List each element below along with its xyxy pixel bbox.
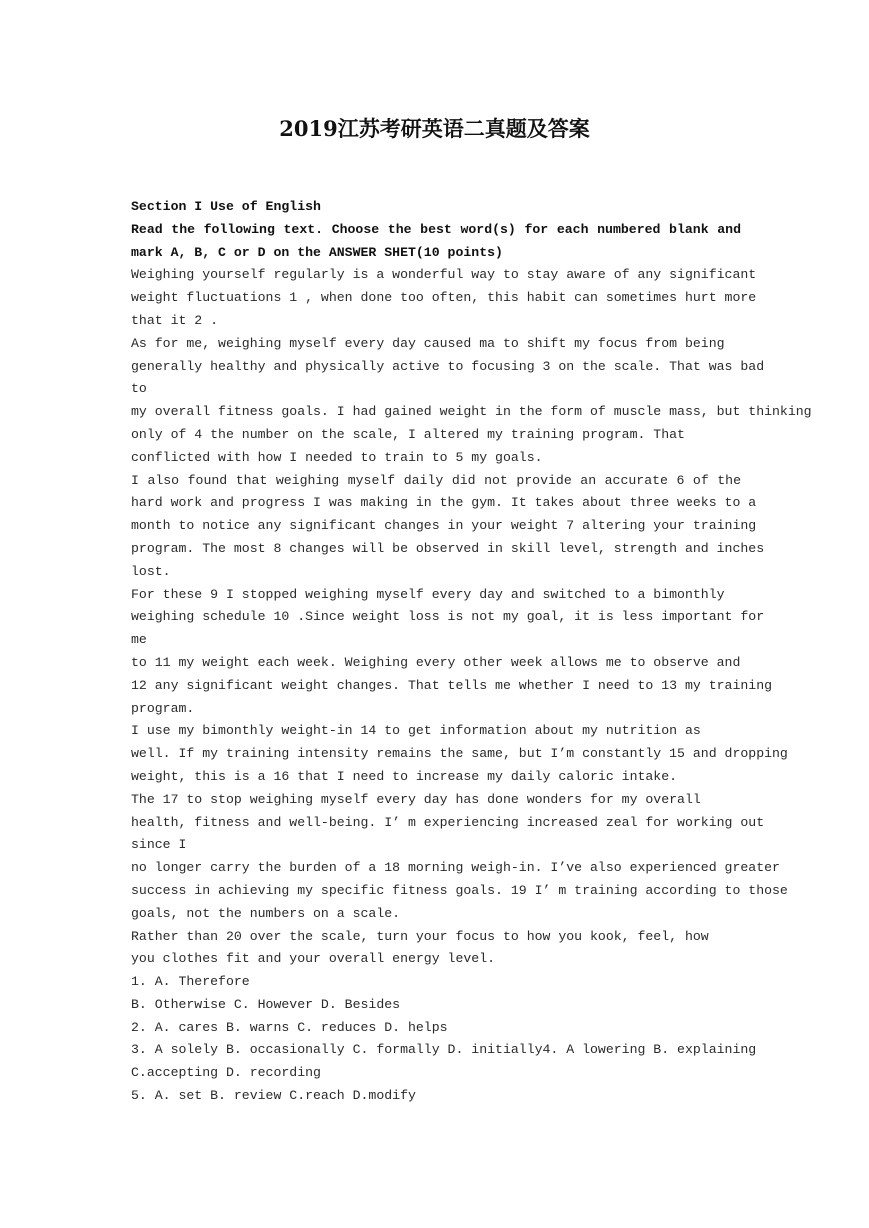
text-line: well. If my training intensity remains the same, but I’m constantly 15 and dropping xyxy=(131,746,788,762)
text-line: only of 4 the number on the scale, I altered my training program. That xyxy=(131,426,685,442)
text-line: to 11 my weight each week. Weighing every other week allows me to observe and xyxy=(131,654,741,670)
text-line: goals, not the numbers on a scale. xyxy=(131,905,401,921)
text-line: no longer carry the burden of a 18 morning weigh-in. I’ve also experienced greater xyxy=(131,860,780,876)
text-line: my overall fitness goals. I had gained weight in the form of muscle mass, but thinking xyxy=(131,404,812,420)
text-line: 2. A. cares B. warns C. reduces D. helps xyxy=(131,1019,448,1035)
text-line: B. Otherwise C. However D. Besides xyxy=(131,996,401,1012)
text-line: I use my bimonthly weight-in 14 to get information about my nutrition as xyxy=(131,723,701,739)
text-line: 12 any significant weight changes. That tells me whether I need to 13 my training xyxy=(131,677,773,693)
text-line: conflicted with how I needed to train to 5 my goals. xyxy=(131,449,543,465)
text-line: C.accepting D. recording xyxy=(131,1065,321,1081)
text-line: I also found that weighing myself daily did not provide an accurate 6 of the xyxy=(131,472,741,488)
text-line: program. The most 8 changes will be observed in skill level, strength and inches xyxy=(131,540,765,556)
text-line: 1. A. Therefore xyxy=(131,974,250,990)
text-line: 5. A. set B. review C.reach D.modify xyxy=(131,1088,416,1104)
text-line: lost. xyxy=(131,563,171,579)
text-line: health, fitness and well-being. I’ m experiencing increased zeal for working out xyxy=(131,814,765,830)
text-line: 3. A solely B. occasionally C. formally D. initially4. A lowering B. explaining xyxy=(131,1042,757,1058)
text-line: month to notice any significant changes in your weight 7 altering your training xyxy=(131,518,757,534)
text-line: weight, this is a 16 that I need to increase my daily caloric intake. xyxy=(131,768,678,784)
text-line: mark A, B, C or D on the ANSWER SHET(10 points) xyxy=(131,244,503,260)
text-line: to xyxy=(131,381,147,397)
document-body xyxy=(131,196,812,1108)
text-line: Section I Use of English xyxy=(131,199,321,214)
text-line: me xyxy=(131,632,147,648)
text-line: The 17 to stop weighing myself every day has done wonders for my overall xyxy=(131,791,701,807)
text-line: hard work and progress I was making in the gym. It takes about three weeks to a xyxy=(131,495,757,511)
text-line: Rather than 20 over the scale, turn your focus to how you kook, feel, how xyxy=(131,928,709,944)
text-line: weighing schedule 10 .Since weight loss is not my goal, it is less important for xyxy=(131,609,765,625)
text-line: weight fluctuations 1 , when done too often, this habit can sometimes hurt more xyxy=(131,290,757,306)
text-line: Read the following text. Choose the best word(s) for each numbered blank and xyxy=(131,221,741,237)
text-line: For these 9 I stopped weighing myself every day and switched to a bimonthly xyxy=(131,586,725,602)
text-line: Weighing yourself regularly is a wonderful way to stay aware of any significant xyxy=(131,267,757,283)
text-line: since I xyxy=(131,837,187,853)
page-title: 2019江苏考研英语二真题及答案 xyxy=(279,116,590,141)
text-line: you clothes fit and your overall energy level. xyxy=(131,951,496,967)
text-line: success in achieving my specific fitness goals. 19 I’ m training according to those xyxy=(131,882,788,898)
text-line: As for me, weighing myself every day caused ma to shift my focus from being xyxy=(131,335,725,351)
text-line: that it 2 . xyxy=(131,312,219,328)
text-line: generally healthy and physically active to focusing 3 on the scale. That was bad xyxy=(131,358,765,374)
text-line: program. xyxy=(131,700,195,716)
